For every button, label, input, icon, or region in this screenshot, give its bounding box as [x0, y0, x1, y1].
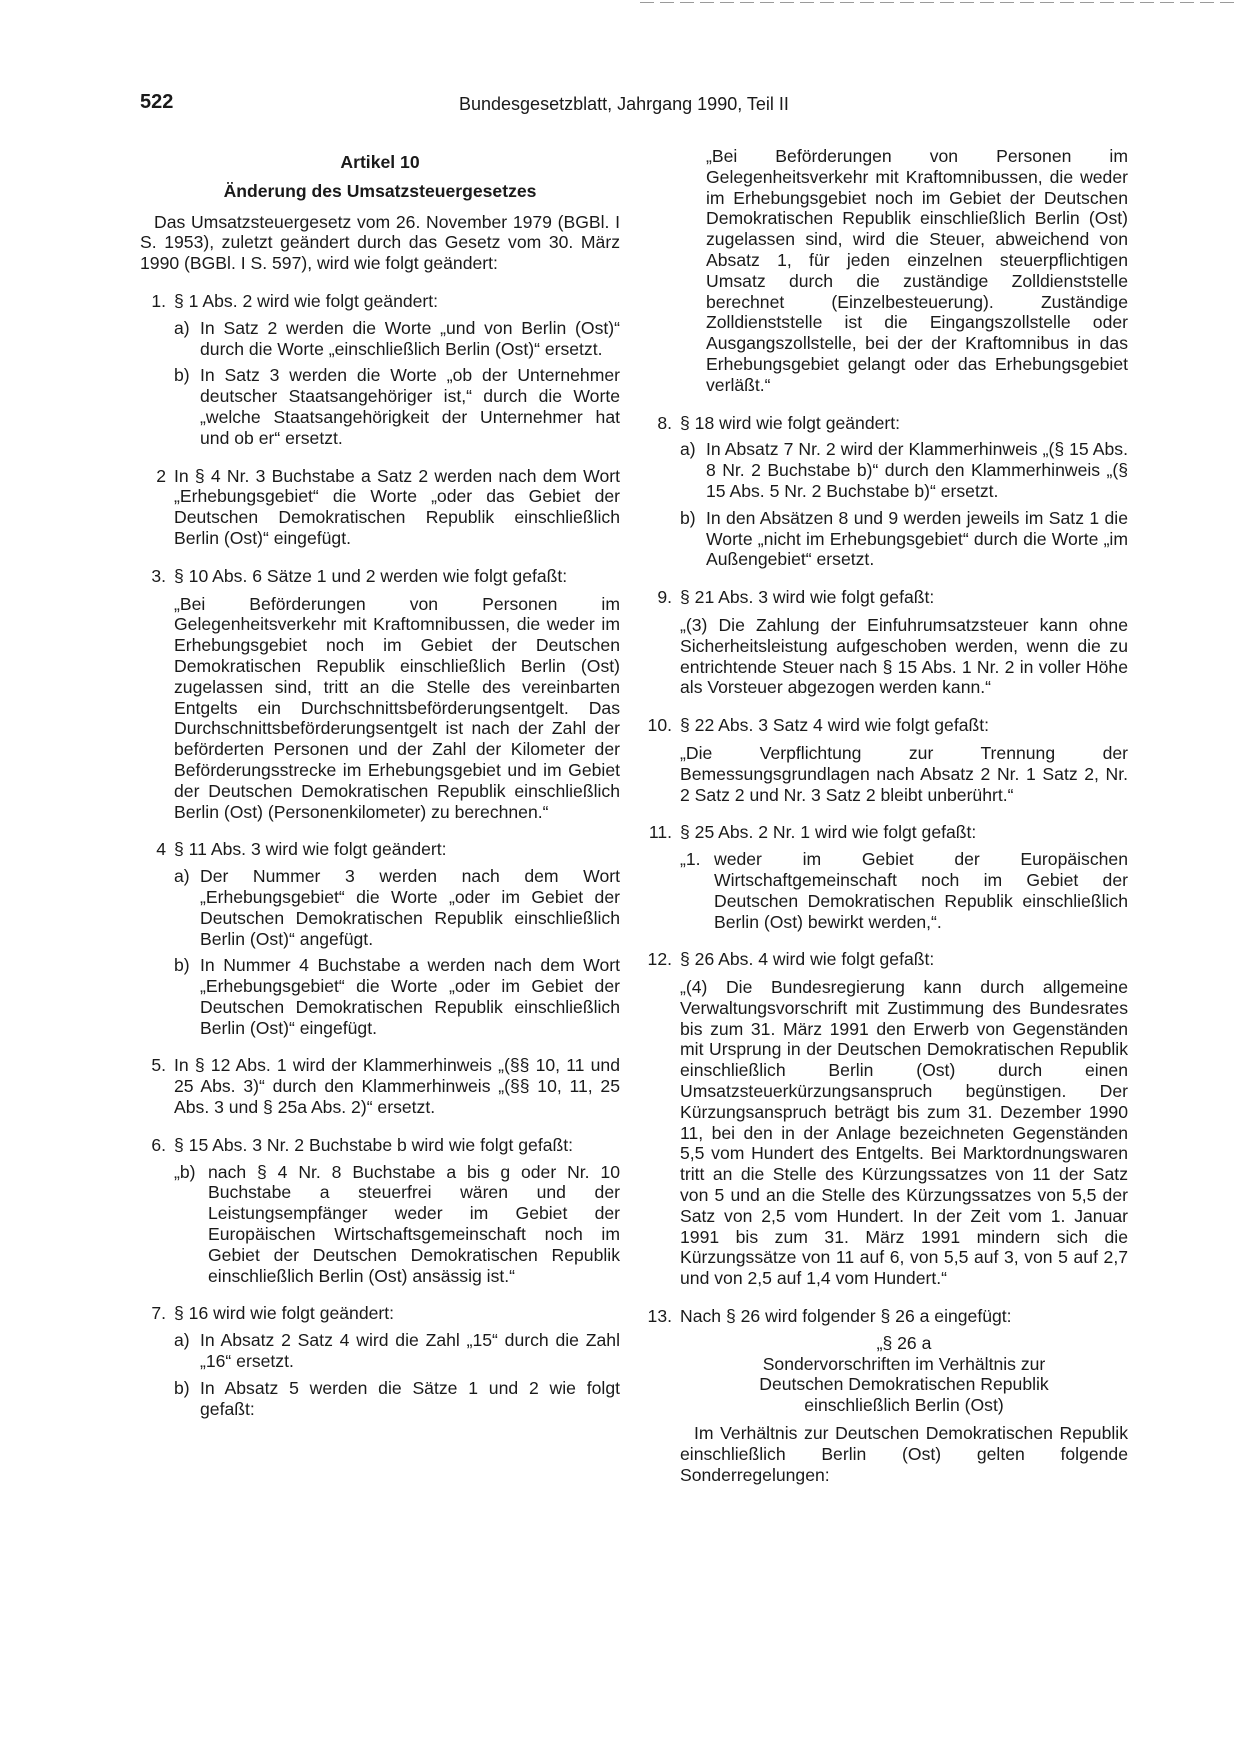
sub-text: Der Nummer 3 werden nach dem Wort „Erhebungsgebiet“ die Worte „oder im Gebiet der Deutschen Demokratischen Republik einschließlich Berlin (Ost)“ angefügt.: [200, 866, 620, 949]
item-text: § 26 Abs. 4 wird wie folgt gefaßt:: [680, 949, 935, 970]
item-text: § 18 wird wie folgt geändert:: [680, 412, 901, 433]
item-number: 13.: [647, 1306, 672, 1327]
item-number: 1.: [151, 290, 166, 311]
sub-item-a: [174, 866, 620, 949]
list-item-8: [646, 413, 1128, 571]
sub-label: b): [174, 1377, 190, 1398]
item-number: 4: [156, 839, 166, 860]
section-title-line: einschließlich Berlin (Ost): [804, 1395, 1004, 1416]
article-title: Änderung des Umsatzsteuergesetzes: [223, 180, 537, 201]
item-number: 11.: [648, 822, 672, 843]
item-number: 10.: [647, 715, 672, 736]
quoted-text: Im Verhältnis zur Deutschen Demokratischen Republik einschließlich Berlin (Ost) gelten folgende Sonderregelungen:: [680, 1423, 1128, 1485]
quoted-text: „(3) Die Zahlung der Einfuhrumsatzsteuer kann ohne Sicherheitsleistung aufgeschoben werden, wenn die zu entrichtende Steuer nach § 15 Abs. 1 Nr. 2 in voller Höhe als Vorsteuer abgezogen werden kann.“: [680, 614, 1128, 698]
list-item-9: [646, 587, 1128, 698]
sub-text: In Absatz 5 werden die Sätze 1 und 2 wie folgt gefaßt:: [200, 1377, 620, 1419]
sub-text: In Satz 3 werden die Worte „ob der Unternehmer deutscher Staatsangehöriger ist,“ durch die Worte „welche Staatsangehörigkeit der Unternehmer hat und ob er“ ersetzt.: [200, 365, 620, 448]
sub-label: „b): [174, 1161, 196, 1182]
running-title: Bundesgesetzblatt, Jahrgang 1990, Teil II: [459, 94, 789, 114]
item-number: 6.: [151, 1134, 166, 1155]
list-item-6: [140, 1135, 620, 1287]
list-item-2: [140, 466, 620, 549]
right-column: [646, 146, 1128, 1502]
sub-text: In Absatz 2 Satz 4 wird die Zahl „15“ durch die Zahl „16“ ersetzt.: [200, 1330, 620, 1372]
list-item-1: [140, 291, 620, 449]
left-column: [140, 146, 620, 1436]
list-item-3: [140, 566, 620, 823]
page-number: 522: [140, 91, 174, 113]
sub-label: b): [174, 365, 190, 386]
list-item-5: [140, 1055, 620, 1117]
quoted-text: „Die Verpflichtung zur Trennung der Bemessungsgrundlagen nach Absatz 2 Nr. 1 Satz 2, Nr. 2 Satz 2 und Nr. 3 Satz 2 bleibt unberührt.“: [680, 742, 1128, 805]
sub-item-b: [174, 365, 620, 448]
sub-text: In Absatz 7 Nr. 2 wird der Klammerhinweis „(§ 15 Abs. 8 Nr. 2 Buchstabe b)“ durch den Klammerhinweis „(§ 15 Abs. 5 Nr. 2 Buchstabe b)“ ersetzt.: [706, 439, 1128, 501]
sub-label: a): [174, 866, 190, 887]
sub-label: a): [680, 439, 696, 460]
item-text: § 11 Abs. 3 wird wie folgt geändert:: [174, 839, 447, 860]
item-number: 5.: [151, 1055, 166, 1076]
sub-label: „1.: [680, 849, 701, 870]
section-title-line: Deutschen Demokratischen Republik: [759, 1374, 1049, 1395]
sub-label: a): [174, 317, 190, 338]
article-number: Artikel 10: [340, 152, 420, 172]
item-text: § 1 Abs. 2 wird wie folgt geändert:: [174, 290, 439, 311]
item-text: § 25 Abs. 2 Nr. 1 wird wie folgt gefaßt:: [680, 822, 977, 843]
sub-label: b): [174, 955, 190, 976]
item-number: 3.: [151, 565, 166, 586]
item-number: 8.: [657, 412, 672, 433]
sub-text: weder im Gebiet der Europäischen Wirtschaftgemeinschaft noch im Gebiet der Deutschen Demokratischen Republik einschließlich Berlin (Ost) bewirkt werden,“.: [714, 849, 1128, 932]
article-intro: Das Umsatzsteuergesetz vom 26. November 1979 (BGBl. I S. 1953), zuletzt geändert durch das Gesetz vom 30. März 1990 (BGBl. I S. 597), wird wie folgt geändert:: [140, 211, 620, 274]
sub-item-b: [680, 508, 1128, 570]
list-item-10: [646, 715, 1128, 805]
item-text: § 15 Abs. 3 Nr. 2 Buchstabe b wird wie folgt gefaßt:: [174, 1134, 574, 1155]
sub-label: b): [680, 507, 696, 528]
sub-item-b: [174, 1378, 620, 1420]
sub-item-a: [174, 1330, 620, 1372]
item-text: § 22 Abs. 3 Satz 4 wird wie folgt gefaßt:: [680, 715, 990, 736]
sub-item-1: [680, 849, 1128, 932]
scan-artifact-line: [640, 2, 1237, 3]
sub-item-a: [174, 318, 620, 360]
item-text: § 16 wird wie folgt geändert:: [174, 1303, 395, 1324]
list-item-13: [646, 1306, 1128, 1485]
item-number: 12.: [647, 949, 672, 970]
item-text: In § 4 Nr. 3 Buchstabe a Satz 2 werden nach dem Wort „Erhebungsgebiet“ die Worte „oder das Gebiet der Deutschen Demokratischen Republik einschließlich Berlin (Ost)“ eingefügt.: [174, 465, 620, 548]
item-text: Nach § 26 wird folgender § 26 a eingefügt:: [680, 1306, 1012, 1327]
item-number: 2: [156, 465, 166, 486]
quoted-text: „Bei Beförderungen von Personen im Gelegenheitsverkehr mit Kraftomnibussen, die weder im Erhebungsgebiet noch im Gebiet der Deutschen Demokratischen Republik einschließlich Berlin (Ost) zugelassen sind, tritt an die Stelle des vereinbarten Entgelts ein Durchschnittsbeförderungsentgelt. Das Durchschnittsbeförderungsentgelt ist nach der Zahl der beförderten Personen und der Zahl der Kilometer der Beförderungsstrecke im Erhebungsgebiet und im Gebiet der Deutschen Demokratischen Republik einschließlich Berlin (Ost) (Personenkilometer) zu berechnen.“: [174, 593, 620, 822]
item-text: § 10 Abs. 6 Sätze 1 und 2 werden wie folgt gefaßt:: [174, 565, 568, 586]
list-item-11: [646, 822, 1128, 932]
page-header: [0, 92, 1237, 118]
item-number: 9.: [657, 587, 672, 608]
sub-item-b: [174, 955, 620, 1038]
sub-item-b: [174, 1162, 620, 1287]
list-item-4: [140, 839, 620, 1038]
list-item-12: [646, 949, 1128, 1289]
item-number: 7.: [151, 1303, 166, 1324]
continued-quote: „Bei Beförderungen von Personen im Gelegenheitsverkehr mit Kraftomnibussen, die weder im Erhebungsgebiet noch im Gebiet der Deutschen Demokratischen Republik einschließlich Berlin (Ost) zugelassen sind, wird die Steuer, abweichend von Absatz 1, für jeden einzelnen steuerpflichtigen Umsatz durch die zuständige Zolldienststelle berechnet (Einzelbesteuerung). Zuständige Zolldienststelle ist die Eingangszollstelle oder Ausgangszollstelle, bei der der Kraftomnibus in das Erhebungsgebiet gelangt oder das Erhebungsgebiet verläßt.“: [706, 146, 1128, 395]
sub-text: In Satz 2 werden die Worte „und von Berlin (Ost)“ durch die Worte „einschließlich Berlin (Ost)“ ersetzt.: [200, 317, 620, 359]
sub-text: In Nummer 4 Buchstabe a werden nach dem Wort „Erhebungsgebiet“ die Worte „oder im Gebiet der Deutschen Demokratischen Republik einschließlich Berlin (Ost)“ eingefügt.: [200, 955, 620, 1038]
section-number: „§ 26 a: [876, 1332, 932, 1353]
sub-text: nach § 4 Nr. 8 Buchstabe a bis g oder Nr. 10 Buchstabe a steuerfrei wären und der Leistungsempfänger weder im Gebiet der Europäischen Wirtschaftsgemeinschaft noch im Gebiet der Deutschen Demokratischen Republik einschließlich Berlin (Ost) ansässig ist.“: [208, 1161, 620, 1286]
sub-item-a: [680, 439, 1128, 501]
sub-label: a): [174, 1330, 190, 1351]
sub-text: In den Absätzen 8 und 9 werden jeweils im Satz 1 die Worte „nicht im Erhebungsgebiet“ durch die Worte „im Außengebiet“ ersetzt.: [706, 507, 1128, 570]
list-item-7: [140, 1303, 620, 1419]
section-title-line: Sondervorschriften im Verhältnis zur: [762, 1353, 1046, 1374]
quoted-text: „(4) Die Bundesregierung kann durch allgemeine Verwaltungsvorschrift mit Zustimmung des Bundesrates bis zum 31. März 1991 den Erwerb von Gegenständen mit Ursprung in der Deutschen Demokratischen Republik einschließlich Berlin (Ost) durch einen Umsatzsteuerkürzungsanspruch begünstigen. Der Kürzungsanspruch beträgt bis zum 31. Dezember 1990 11, bei den in der Anlage bezeichneten Gegenständen 5,5 vom Hundert des Entgelts. Bei Marktordnungswaren tritt an die Stelle des Kürzungssatzes von 11 der Satz von 5 und an die Stelle des Kürzungssatzes von 5,5 der Satz von 2,5 vom Hundert. In der Zeit vom 1. Januar 1991 bis zum 31. März 1991 mindern sich die Kürzungssätze von 11 auf 6, von 5,5 auf 3, von 5 auf 2,7 und von 2,5 auf 1,4 vom Hundert.“: [680, 977, 1128, 1289]
item-text: In § 12 Abs. 1 wird der Klammerhinweis „(§§ 10, 11 und 25 Abs. 3)“ durch den Klammerhinweis „(§§ 10, 11, 25 Abs. 3 und § 25a Abs. 2)“ ersetzt.: [174, 1055, 620, 1118]
item-text: § 21 Abs. 3 wird wie folgt gefaßt:: [680, 587, 935, 608]
